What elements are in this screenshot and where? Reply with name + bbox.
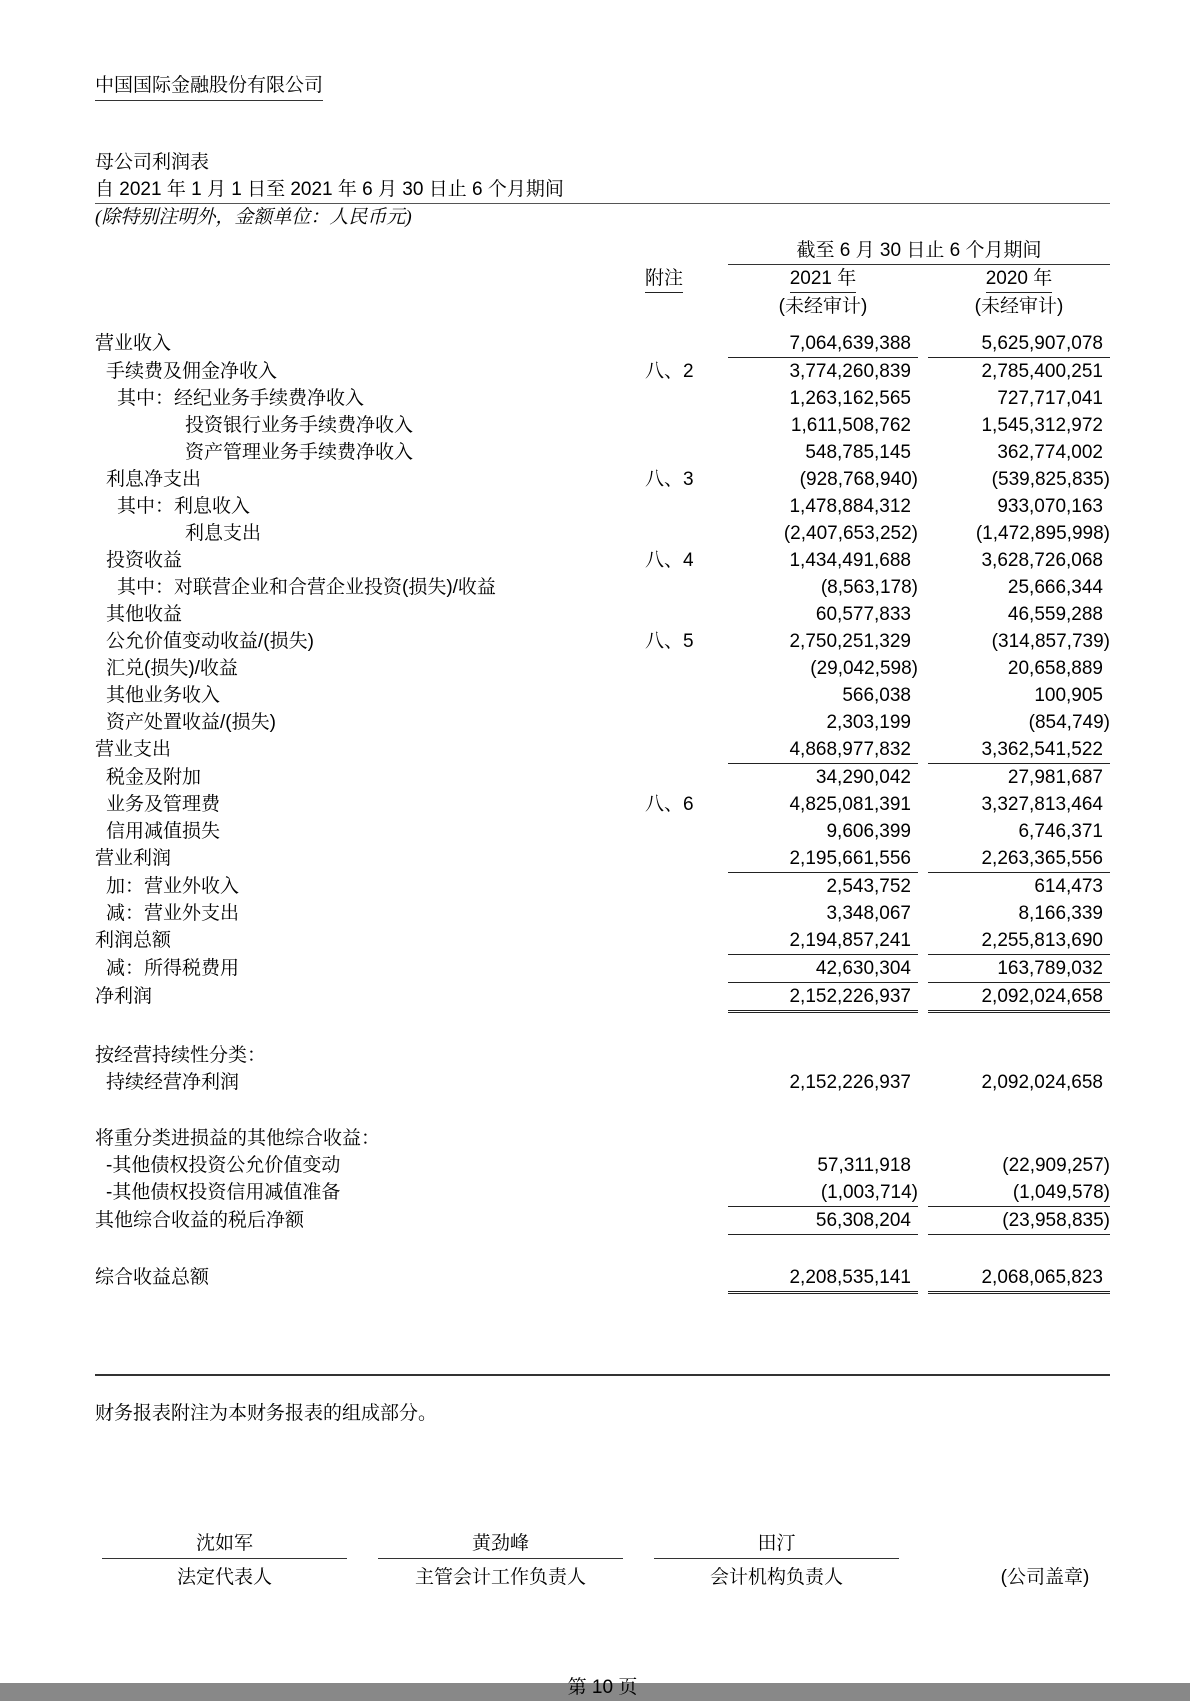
year-2020-header — [928, 265, 1110, 293]
row-label: 资产管理业务手续费净收入 — [185, 442, 414, 463]
value-2020: 163,789,032 — [928, 955, 1110, 983]
column-gap — [918, 764, 928, 791]
row-label: -其他债权投资公允价值变动 — [106, 1155, 341, 1176]
financial-statements-footnote: 财务报表附注为本财务报表的组成部分。 — [95, 1403, 438, 1424]
table-row — [95, 655, 1110, 682]
row-label: 营业利润 — [95, 848, 172, 869]
value-2021: 1,263,162,565 — [789, 388, 911, 409]
table-row — [95, 601, 1110, 628]
value-2020: 614,473 — [1034, 876, 1103, 897]
column-gap — [918, 927, 928, 955]
signature-area — [95, 1531, 1110, 1626]
period-header: 截至 6 月 30 日止 6 个月期间 — [728, 237, 1110, 265]
value-2020: 6,746,371 — [1018, 821, 1103, 842]
row-label: 其他业务收入 — [106, 685, 221, 706]
row-label: 其他综合收益的税后净额 — [95, 1210, 305, 1231]
table-row — [95, 791, 1110, 818]
table-row — [95, 900, 1110, 927]
signatory-title: 会计机构负责人 — [709, 1567, 843, 1588]
value-2021: 4,825,081,391 — [789, 794, 911, 815]
table-row — [95, 628, 1110, 655]
column-gap — [918, 1207, 928, 1235]
row-label: 按经营持续性分类： — [95, 1045, 267, 1066]
period-header-row — [95, 237, 1110, 265]
column-gap — [918, 791, 928, 818]
table-row — [95, 1152, 1110, 1179]
value-2021: (1,003,714) — [728, 1179, 918, 1207]
value-2021: 9,606,399 — [826, 821, 911, 842]
row-label: 利息支出 — [185, 523, 262, 544]
table-row — [95, 1179, 1110, 1207]
column-gap — [918, 412, 928, 439]
unaudited-2020: (未经审计) — [974, 296, 1064, 317]
value-2020: 933,070,163 — [997, 496, 1103, 517]
row-label: 利润总额 — [95, 930, 172, 951]
row-note-ref — [643, 927, 728, 955]
value-2021: 3,348,067 — [826, 903, 911, 924]
row-label: 净利润 — [95, 986, 153, 1007]
table-row — [95, 818, 1110, 845]
value-2021: (29,042,598) — [810, 658, 918, 679]
row-label: 持续经营净利润 — [106, 1072, 240, 1093]
value-2020: 25,666,344 — [1007, 577, 1103, 598]
document-content — [95, 0, 1110, 1701]
table-row — [95, 927, 1110, 955]
value-2020: 5,625,907,078 — [928, 330, 1110, 358]
row-note-ref — [643, 709, 728, 736]
value-2021: (928,768,940) — [799, 469, 918, 490]
value-2021: 2,194,857,241 — [728, 927, 918, 955]
statement-period: 自 2021 年 1 月 1 日至 2021 年 6 月 30 日止 6 个月期间 — [95, 176, 1110, 204]
row-note-ref — [643, 574, 728, 601]
value-2021: 2,152,226,937 — [789, 1072, 911, 1093]
value-2021: 1,478,884,312 — [789, 496, 911, 517]
column-gap — [918, 628, 928, 655]
row-note-ref — [643, 818, 728, 845]
column-gap — [918, 358, 928, 385]
table-row — [95, 385, 1110, 412]
row-label: 业务及管理费 — [106, 794, 221, 815]
value-2020: 362,774,002 — [997, 442, 1103, 463]
value-2020: 46,559,288 — [1007, 604, 1103, 625]
value-2021: 60,577,833 — [815, 604, 911, 625]
signature-block — [654, 1531, 899, 1591]
value-2020: (1,049,578) — [928, 1179, 1110, 1207]
signatory-name: 沈如军 — [102, 1531, 347, 1559]
value-2021: 56,308,204 — [728, 1207, 918, 1235]
row-label: 其中：经纪业务手续费净收入 — [117, 388, 365, 409]
value-2020: 2,255,813,690 — [928, 927, 1110, 955]
statement-title: 母公司利润表 — [95, 152, 210, 173]
row-note-ref — [643, 1125, 728, 1152]
value-2020 — [928, 1042, 1110, 1069]
table-row — [95, 412, 1110, 439]
column-gap — [918, 1179, 928, 1207]
year-2021-header — [728, 265, 918, 293]
value-2021: 3,774,260,839 — [789, 361, 911, 382]
table-row — [95, 358, 1110, 385]
row-label: 减：营业外支出 — [106, 903, 240, 924]
row-label: 将重分类进损益的其他综合收益： — [95, 1128, 381, 1149]
table-row — [95, 983, 1110, 1013]
note-column-header-text: 附注 — [645, 265, 683, 293]
column-gap — [918, 1125, 928, 1152]
value-2020: (314,857,739) — [991, 631, 1110, 652]
row-label: 公允价值变动收益/(损失) — [106, 631, 314, 652]
value-2020: 1,545,312,972 — [981, 415, 1103, 436]
value-2021 — [728, 1125, 918, 1152]
column-gap — [918, 983, 928, 1013]
column-gap — [918, 547, 928, 574]
table-row — [95, 1207, 1110, 1235]
signatory-name: 田汀 — [654, 1531, 899, 1559]
row-label: -其他债权投资信用减值准备 — [106, 1182, 341, 1203]
row-label: 汇兑(损失)/收益 — [106, 658, 238, 679]
row-label: 营业收入 — [95, 333, 172, 354]
column-gap — [918, 955, 928, 983]
table-row — [95, 736, 1110, 764]
row-note-ref — [643, 955, 728, 983]
row-note-ref — [643, 385, 728, 412]
value-2020: 2,785,400,251 — [981, 361, 1103, 382]
row-note-ref: 八、5 — [645, 631, 694, 652]
row-note-ref — [643, 764, 728, 791]
row-note-ref — [643, 1264, 728, 1294]
column-gap — [918, 1069, 928, 1096]
column-gap — [918, 1042, 928, 1069]
table-row — [95, 330, 1110, 358]
column-gap — [918, 873, 928, 900]
value-2021: 34,290,042 — [815, 767, 911, 788]
unaudited-2021: (未经审计) — [778, 296, 868, 317]
value-2021: 2,152,226,937 — [728, 983, 918, 1013]
row-note-ref — [643, 845, 728, 873]
value-2021: 4,868,977,832 — [728, 736, 918, 764]
value-2021: 7,064,639,388 — [728, 330, 918, 358]
row-label: 投资收益 — [106, 550, 183, 571]
row-note-ref — [643, 655, 728, 682]
column-gap — [918, 682, 928, 709]
row-label: 营业支出 — [95, 739, 172, 760]
value-2020: 3,327,813,464 — [981, 794, 1103, 815]
value-2020: 3,628,726,068 — [981, 550, 1103, 571]
value-2020: (1,472,895,998) — [975, 523, 1110, 544]
currency-unit-note: (除特别注明外，金额单位：人民币元) — [95, 207, 412, 228]
value-2021 — [728, 1042, 918, 1069]
column-gap — [918, 330, 928, 358]
value-2021: 548,785,145 — [805, 442, 911, 463]
column-gap — [918, 574, 928, 601]
column-gap — [918, 736, 928, 764]
column-gap — [918, 1152, 928, 1179]
note-column-header — [643, 265, 728, 293]
column-gap — [918, 818, 928, 845]
column-gap — [918, 493, 928, 520]
table-row — [95, 1042, 1110, 1069]
row-note-ref — [643, 1207, 728, 1235]
table-row — [95, 520, 1110, 547]
company-seal-label: (公司盖章) — [1000, 1567, 1090, 1588]
table-row — [95, 439, 1110, 466]
row-label: 其中：对联营企业和合营企业投资(损失)/收益 — [117, 577, 496, 598]
row-note-ref — [643, 736, 728, 764]
row-note-ref — [643, 873, 728, 900]
row-label: 其中：利息收入 — [117, 496, 251, 517]
column-gap — [918, 385, 928, 412]
value-2020 — [928, 1125, 1110, 1152]
unaudited-row — [95, 293, 1110, 320]
value-2020: 2,092,024,658 — [928, 983, 1110, 1013]
table-row — [95, 955, 1110, 983]
value-2021: (2,407,653,252) — [783, 523, 918, 544]
row-note-ref — [643, 330, 728, 358]
value-2021: (8,563,178) — [820, 577, 918, 598]
table-row — [95, 1264, 1110, 1294]
column-header-row — [95, 265, 1110, 293]
row-note-ref — [643, 601, 728, 628]
table-row — [95, 709, 1110, 736]
signature-block — [378, 1531, 623, 1591]
row-label: 综合收益总额 — [95, 1267, 210, 1288]
column-gap — [918, 1264, 928, 1294]
table-header — [95, 237, 1110, 320]
year-2021-header-text: 2021 年 — [790, 265, 857, 293]
row-note-ref — [643, 900, 728, 927]
year-2020-header-text: 2020 年 — [986, 265, 1053, 293]
row-note-ref — [643, 1179, 728, 1207]
value-2021: 2,303,199 — [826, 712, 911, 733]
row-note-ref: 八、3 — [645, 469, 694, 490]
row-label: 资产处置收益/(损失) — [106, 712, 276, 733]
value-2021: 2,750,251,329 — [789, 631, 911, 652]
value-2021: 42,630,304 — [728, 955, 918, 983]
table-row — [95, 1125, 1110, 1152]
table-row — [95, 873, 1110, 900]
page-number: 第 10 页 — [567, 1677, 638, 1698]
company-name-text: 中国国际金融股份有限公司 — [95, 73, 323, 101]
value-2020: 2,068,065,823 — [928, 1264, 1110, 1294]
row-label: 加：营业外收入 — [106, 876, 240, 897]
value-2021: 57,311,918 — [817, 1155, 911, 1176]
row-note-ref — [643, 682, 728, 709]
row-note-ref — [643, 1069, 728, 1096]
column-gap — [918, 466, 928, 493]
row-note-ref — [643, 983, 728, 1013]
row-note-ref — [643, 493, 728, 520]
row-note-ref: 八、2 — [645, 361, 694, 382]
row-label: 信用减值损失 — [106, 821, 221, 842]
value-2020: 727,717,041 — [997, 388, 1103, 409]
table-row — [95, 547, 1110, 574]
value-2020: (23,958,835) — [928, 1207, 1110, 1235]
signatory-title: 主管会计工作负责人 — [414, 1567, 586, 1588]
column-gap — [918, 439, 928, 466]
table-row — [95, 764, 1110, 791]
column-gap — [918, 601, 928, 628]
value-2021: 2,208,535,141 — [728, 1264, 918, 1294]
row-note-ref — [643, 439, 728, 466]
table-row — [95, 682, 1110, 709]
table-row — [95, 574, 1110, 601]
column-gap — [918, 520, 928, 547]
row-label: 减：所得税费用 — [106, 958, 240, 979]
table-row — [95, 845, 1110, 873]
value-2021: 2,195,661,556 — [728, 845, 918, 873]
column-gap — [918, 709, 928, 736]
row-note-ref — [643, 1152, 728, 1179]
value-2021: 566,038 — [842, 685, 911, 706]
row-label: 税金及附加 — [106, 767, 202, 788]
row-note-ref — [643, 520, 728, 547]
row-label: 其他收益 — [106, 604, 183, 625]
row-label: 利息净支出 — [106, 469, 202, 490]
signatory-name: 黄劲峰 — [378, 1531, 623, 1559]
value-2020: (539,825,835) — [991, 469, 1110, 490]
value-2020: 2,263,365,556 — [928, 845, 1110, 873]
value-2021: 1,611,508,762 — [790, 415, 911, 436]
table-row — [95, 1069, 1110, 1096]
row-note-ref — [643, 1042, 728, 1069]
row-note-ref — [643, 412, 728, 439]
row-note-ref: 八、6 — [645, 794, 694, 815]
value-2020: 2,092,024,658 — [981, 1072, 1103, 1093]
table-row — [95, 466, 1110, 493]
bottom-rule — [95, 1374, 1110, 1376]
value-2020: 100,905 — [1034, 685, 1103, 706]
table-row — [95, 493, 1110, 520]
value-2020: 8,166,339 — [1018, 903, 1103, 924]
row-label: 投资银行业务手续费净收入 — [185, 415, 414, 436]
signature-block — [102, 1531, 347, 1591]
value-2020: (854,749) — [1028, 712, 1110, 733]
row-label: 手续费及佣金净收入 — [106, 361, 278, 382]
value-2021: 1,434,491,688 — [789, 550, 911, 571]
column-gap — [918, 900, 928, 927]
value-2020: 27,981,687 — [1007, 767, 1103, 788]
company-name — [95, 73, 1110, 101]
income-statement-rows — [95, 330, 1110, 1294]
row-note-ref: 八、4 — [645, 550, 694, 571]
value-2020: 20,658,889 — [1007, 658, 1103, 679]
value-2021: 2,543,752 — [826, 876, 911, 897]
value-2020: 3,362,541,522 — [928, 736, 1110, 764]
value-2020: (22,909,257) — [1002, 1155, 1110, 1176]
column-gap — [918, 655, 928, 682]
signatory-title: 法定代表人 — [176, 1567, 272, 1588]
column-gap — [918, 845, 928, 873]
